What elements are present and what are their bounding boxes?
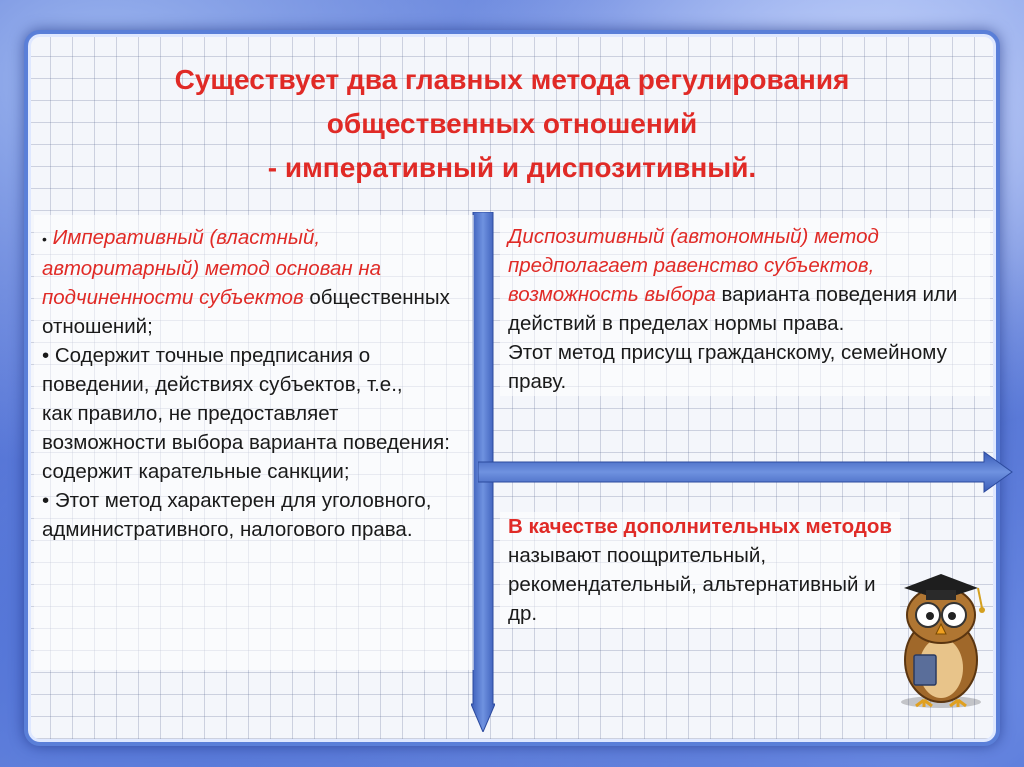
- imperative-bullet-3: • Этот метод характерен для уголовного, административного, налогового права.: [42, 489, 432, 541]
- imperative-bullet-2: • Содержит точные предписания о поведении, действиях субъектов, т.е.,: [42, 344, 403, 396]
- bullet-marker: •: [42, 231, 47, 247]
- imperative-definition: Императивный (властный, авторитарный) метод основан на подчиненности субъектов: [42, 226, 382, 309]
- title-line-3: - императивный и диспозитивный.: [267, 152, 757, 183]
- additional-methods-panel: [500, 512, 900, 628]
- owl-professor-illustration: [886, 560, 996, 710]
- imperative-definition-rest: общественных отношений;: [42, 286, 450, 338]
- title-line-2: общественных отношений: [326, 108, 698, 139]
- dispositive-definition: Диспозитивный (автономный) метод предполагает равенство субъектов, возможность выбора: [508, 225, 879, 306]
- slide-title: [40, 58, 984, 190]
- additional-methods-heading: В качестве дополнительных методов: [508, 515, 892, 538]
- dispositive-method-panel: [500, 218, 990, 396]
- title-line-1: Существует два главных метода регулирования: [174, 64, 850, 95]
- dispositive-application: Этот метод присущ гражданскому, семейному праву.: [508, 341, 947, 393]
- arrow-right-icon: [478, 450, 1014, 494]
- imperative-method-panel: [34, 215, 474, 670]
- imperative-bullet-2-cont: как правило, не предоставляет возможности выбора варианта поведения: содержит карательные санкции;: [42, 402, 450, 483]
- additional-methods-list: называют поощрительный, рекомендательный, альтернативный и др.: [508, 544, 876, 625]
- dispositive-definition-rest: варианта поведения или действий в пределах нормы права.: [508, 283, 958, 335]
